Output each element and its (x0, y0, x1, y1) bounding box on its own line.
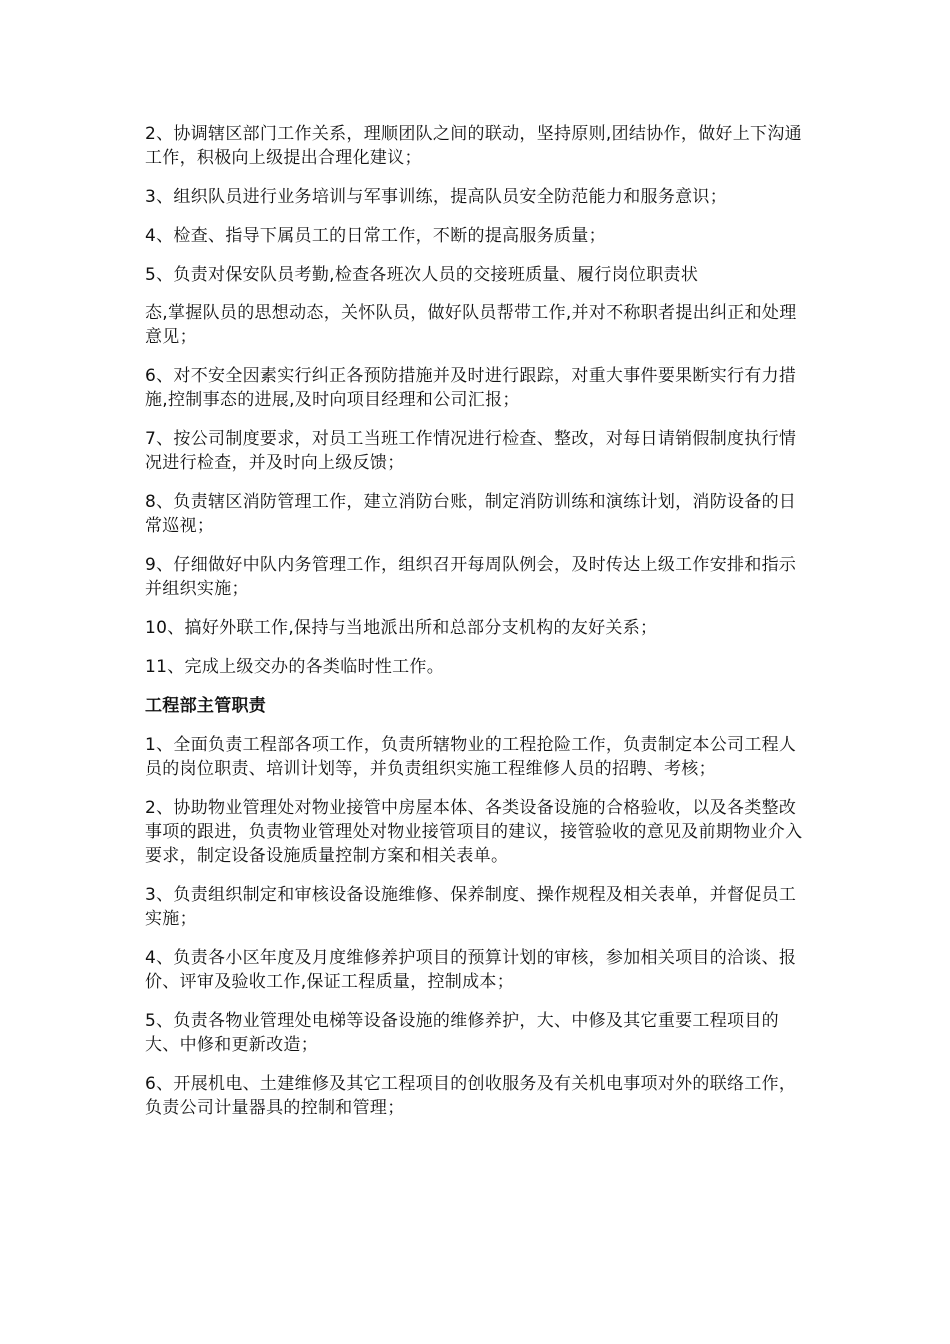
duty-item-2: 2、协助物业管理处对物业接管中房屋本体、各类设备设施的合格验收，以及各类整改事项的跟进，负责物业管理处对物业接管项目的建议，接管验收的意见及前期物业介入要求，制定设备设施质量控制方案和相关表单。 (145, 798, 803, 866)
paragraph-item-6: 6、对不安全因素实行纠正各预防措施并及时进行跟踪，对重大事件要果断实行有力措施,控制事态的进展,及时向项目经理和公司汇报； (145, 366, 797, 410)
document-page (145, 122, 810, 1135)
section-heading: 工程部主管职责 (145, 696, 267, 716)
paragraph-item-8: 8、负责辖区消防管理工作，建立消防台账，制定消防训练和演练计划，消防设备的日常巡视； (145, 492, 797, 536)
paragraph-item-3: 3、组织队员进行业务培训与军事训练，提高队员安全防范能力和服务意识； (145, 187, 728, 207)
paragraph-item-5: 5、负责对保安队员考勤,检查各班次人员的交接班质量、履行岗位职责状 (145, 265, 699, 285)
paragraph-item-5-continued: 态,掌握队员的思想动态，关怀队员，做好队员帮带工作,并对不称职者提出纠正和处理意见； (145, 303, 797, 347)
paragraph-item-7: 7、按公司制度要求，对员工当班工作情况进行检查、整改，对每日请销假制度执行情况进行检查，并及时向上级反馈； (145, 429, 797, 473)
duty-item-6: 6、开展机电、土建维修及其它工程项目的创收服务及有关机电事项对外的联络工作， 负责公司计量器具的控制和管理； (145, 1074, 797, 1118)
duty-item-1: 1、全面负责工程部各项工作，负责所辖物业的工程抢险工作，负责制定本公司工程人员的岗位职责、培训计划等，并负责组织实施工程维修人员的招聘、考核； (145, 735, 797, 779)
paragraph-item-11: 11、完成上级交办的各类临时性工作。 (145, 657, 445, 677)
duty-item-3: 3、负责组织制定和审核设备设施维修、保养制度、操作规程及相关表单，并督促员工实施； (145, 885, 797, 929)
duty-item-4: 4、负责各小区年度及月度维修养护项目的预算计划的审核，参加相关项目的洽谈、报价、评审及验收工作,保证工程质量，控制成本； (145, 948, 797, 992)
paragraph-item-2: 2、协调辖区部门工作关系，理顺团队之间的联动，坚持原则,团结协作，做好上下沟通工作，积极向上级提出合理化建议； (145, 124, 802, 168)
duty-item-5: 5、负责各物业管理处电梯等设备设施的维修养护，大、中修及其它重要工程项目的大、中修和更新改造； (145, 1011, 779, 1055)
paragraph-item-10: 10、搞好外联工作,保持与当地派出所和总部分支机构的友好关系； (145, 618, 658, 638)
paragraph-item-9: 9、仔细做好中队内务管理工作，组织召开每周队例会，及时传达上级工作安排和指示并组织实施； (145, 555, 797, 599)
paragraph-item-4: 4、检查、指导下属员工的日常工作，不断的提高服务质量； (145, 226, 606, 246)
